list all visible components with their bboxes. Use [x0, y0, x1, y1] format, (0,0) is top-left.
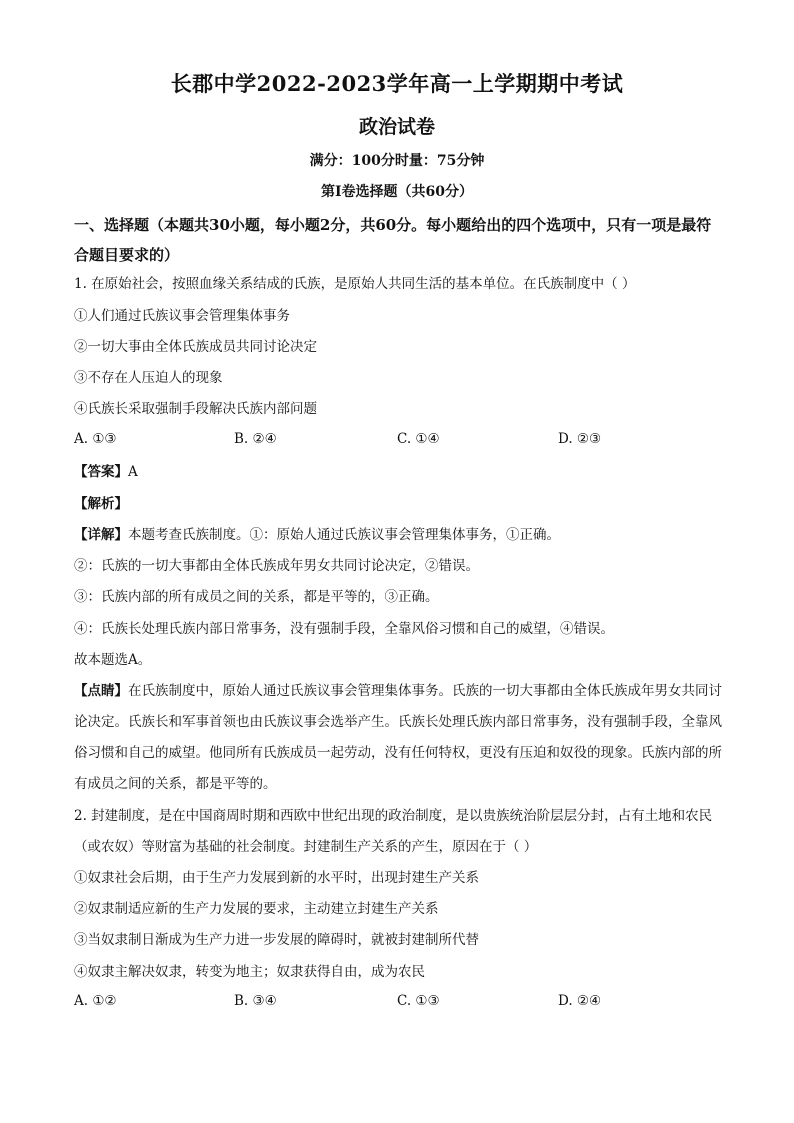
question-2-stem: 2. 封建制度，是在中国商周时期和西欧中世纪出现的政治制度，是以贵族统治阶层层分封，占有土地和农民（或农奴）等财富为基础的社会制度。封建制生产关系的产生，原因在于（ ） — [74, 808, 713, 855]
analysis-label: 【解析】 — [74, 496, 128, 512]
answer-label: 【答案】 — [74, 464, 128, 480]
tip-label: 【点睛】 — [74, 683, 128, 699]
question-1-item: ②一切大事由全体氏族成员共同讨论决定 — [74, 339, 317, 355]
question-1-options — [74, 431, 724, 451]
detail-line: ②：氏族的一切大事都由全体氏族成年男女共同讨论决定，②错误。 — [74, 558, 479, 574]
answer-line — [74, 462, 724, 482]
question-1-item: ④氏族长采取强制手段解决氏族内部问题 — [74, 401, 317, 417]
page-title: 长郡中学2022-2023学年高一上学期期中考试 — [170, 71, 624, 96]
page-subtitle: 政治试卷 — [358, 116, 435, 138]
option-c: C. ①③ — [397, 993, 440, 1009]
detail-label: 【详解】 — [74, 527, 128, 543]
tip-text: 在氏族制度中，原始人通过氏族议事会管理集体事务。氏族的一切大事都由全体氏族成年男女共同讨论决定。氏族长和军事首领也由氏族议事会选举产生。氏族长处理氏族内部日常事务，没有强制手段，全靠风俗习惯和自己的威望。他同所有氏族成员一起劳动，没有任何特权，更没有压迫和奴役的现象。氏族内部的所有成员之间的关系，都是平等的。 — [74, 683, 722, 792]
answer-value: A — [128, 464, 138, 480]
detail-line: ③：氏族内部的所有成员之间的关系，都是平等的，③正确。 — [74, 589, 439, 605]
detail-text: 本题考查氏族制度。①：原始人通过氏族议事会管理集体事务，①正确。 — [128, 527, 560, 543]
question-2-item: ②奴隶制适应新的生产力发展的要求，主动建立封建生产关系 — [74, 901, 439, 917]
question-1-stem: 1. 在原始社会，按照血缘关系结成的氏族，是原始人共同生活的基本单位。在氏族制度中（ ） — [74, 276, 636, 292]
detail-line: 故本题选A。 — [74, 652, 152, 668]
question-2-item: ③当奴隶制日渐成为生产力进一步发展的障碍时，就被封建制所代替 — [74, 932, 479, 948]
option-b: B. ③④ — [234, 993, 277, 1009]
tip-paragraph — [74, 676, 724, 800]
question-1-item: ③不存在人压迫人的现象 — [74, 370, 223, 386]
question-1-item: ①人们通过氏族议事会管理集体事务 — [74, 308, 290, 324]
detail-line: ④：氏族长处理氏族内部日常事务，没有强制手段，全靠风俗习惯和自己的威望，④错误。 — [74, 621, 614, 637]
exam-meta: 满分：100分时量：75分钟 — [309, 153, 485, 169]
option-d: D. ②③ — [558, 431, 602, 447]
option-d: D. ②④ — [558, 993, 602, 1009]
section-heading: 一、选择题（本题共30小题，每小题2分，共60分。每小题给出的四个选项中，只有一项是最符合题目要求的） — [74, 216, 712, 264]
part-heading: 第Ⅰ卷选择题（共60分） — [320, 184, 474, 200]
detail-line — [74, 525, 724, 545]
option-a: A. ①③ — [74, 431, 117, 447]
option-c: C. ①④ — [397, 431, 440, 447]
question-2-item: ①奴隶社会后期，由于生产力发展到新的水平时，出现封建生产关系 — [74, 870, 479, 886]
question-2-item: ④奴隶主解决奴隶，转变为地主；奴隶获得自由，成为农民 — [74, 964, 425, 980]
option-a: A. ①② — [74, 993, 117, 1009]
question-2-options — [74, 993, 724, 1013]
option-b: B. ②④ — [234, 431, 277, 447]
